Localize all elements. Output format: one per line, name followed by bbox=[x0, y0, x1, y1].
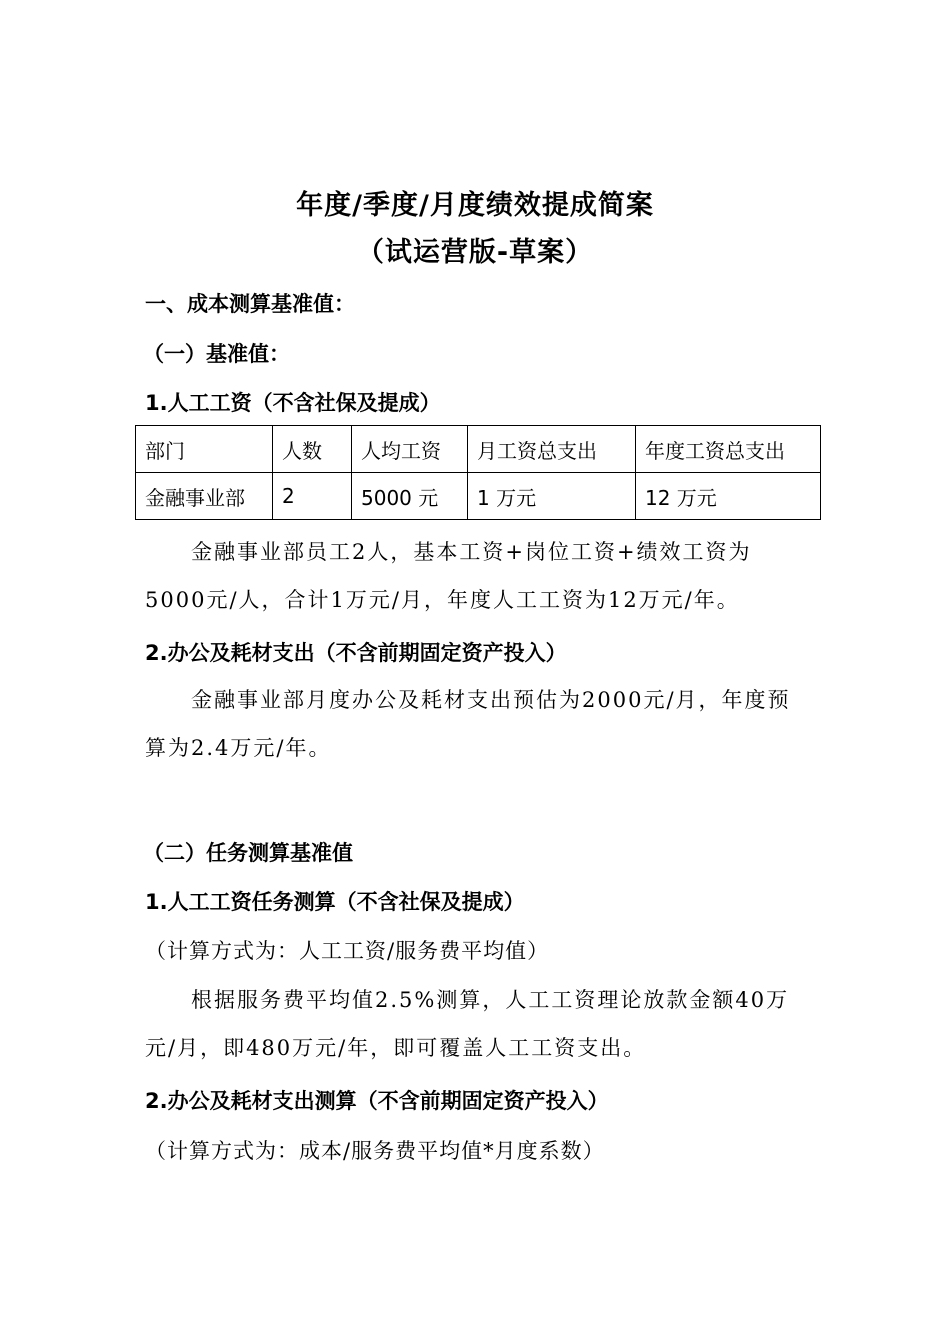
calculation-note-salary: （计算方式为：人工工资/服务费平均值） bbox=[145, 939, 550, 963]
office-expense-paragraph: 金融事业部月度办公及耗材支出预估为2000元/月，年度预算为2.4万元/年。 bbox=[145, 688, 791, 760]
item-heading-office-expense-task: 2.办公及耗材支出测算（不含前期固定资产投入） bbox=[145, 1089, 609, 1113]
table-row bbox=[136, 473, 821, 520]
table-header-cell: 人均工资 bbox=[352, 426, 468, 473]
item-heading-salary-task: 1.人工工资任务测算（不含社保及提成） bbox=[145, 890, 525, 914]
item-heading-salary: 1.人工工资（不含社保及提成） bbox=[145, 391, 441, 415]
document-subtitle: （试运营版-草案） bbox=[356, 237, 594, 268]
document-title: 年度/季度/月度绩效提成简案 bbox=[296, 190, 654, 221]
table-header-cell: 年度工资总支出 bbox=[636, 426, 821, 473]
salary-table bbox=[135, 425, 821, 520]
calculation-note-office-expense: （计算方式为：成本/服务费平均值*月度系数） bbox=[145, 1139, 605, 1163]
salary-task-paragraph: 根据服务费平均值2.5%测算，人工工资理论放款金额40万元/月，即480万元/年，即可覆盖人工工资支出。 bbox=[145, 988, 790, 1060]
salary-paragraph: 金融事业部员工2人，基本工资+岗位工资+绩效工资为5000元/人，合计1万元/月，年度人工工资为12万元/年。 bbox=[145, 540, 752, 612]
table-cell: 12 万元 bbox=[636, 473, 821, 520]
subsection-heading-baseline: （一）基准值： bbox=[143, 342, 290, 366]
table-header-row bbox=[136, 426, 821, 473]
table-header-cell: 部门 bbox=[136, 426, 273, 473]
table-cell: 金融事业部 bbox=[136, 473, 273, 520]
table-cell: 1 万元 bbox=[468, 473, 636, 520]
table-cell: 5000 元 bbox=[352, 473, 468, 520]
table-header-cell: 人数 bbox=[273, 426, 352, 473]
subsection-heading-task-baseline: （二）任务测算基准值 bbox=[143, 841, 353, 865]
item-heading-office-expense: 2.办公及耗材支出（不含前期固定资产投入） bbox=[145, 641, 567, 665]
table-header-cell: 月工资总支出 bbox=[468, 426, 636, 473]
section-heading-cost-baseline: 一、成本测算基准值： bbox=[145, 292, 355, 316]
table-cell: 2 bbox=[273, 473, 352, 520]
